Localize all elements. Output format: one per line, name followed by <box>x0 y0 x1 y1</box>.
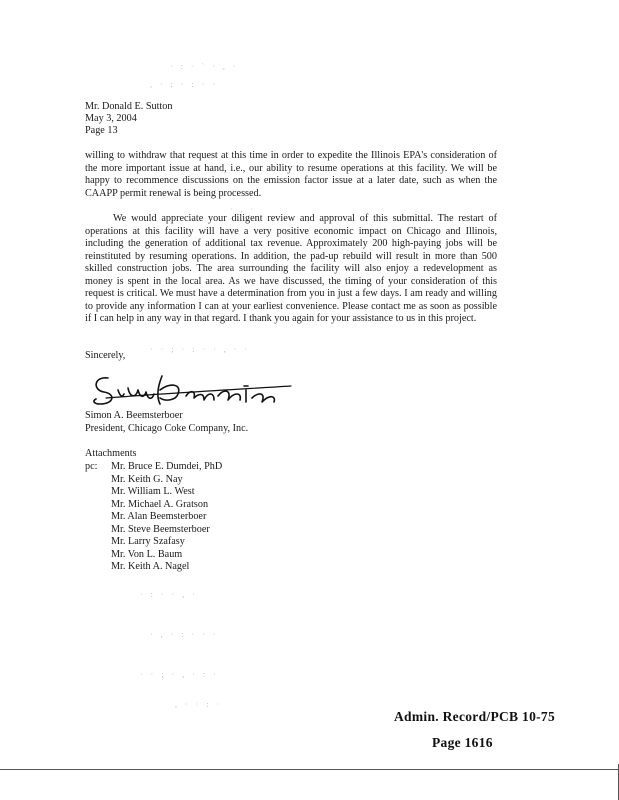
scan-noise: · , · : · · · <box>150 630 219 639</box>
scan-noise: · , · <box>230 205 257 214</box>
recipient-name: Mr. Donald E. Sutton <box>85 101 173 112</box>
signature <box>86 368 296 410</box>
cc-list <box>111 461 222 574</box>
scan-edge-line <box>0 769 619 770</box>
page-number: Page 13 <box>85 125 118 136</box>
scan-noise: · : · ` · , · <box>170 62 239 71</box>
paragraph-1-text: willing to withdraw that request at this time in order to expedite the Illinois EPA's consideration of the more important issue at hand, i.e., our ability to resume operations at this facility. We will be happy to recommence discussions on the emission factor issue at a later date, such as when the CAAPP permit renewal is being processed. <box>85 150 497 199</box>
signer-name: Simon A. Beemsterboer <box>85 410 183 421</box>
cc-list-item: Mr. William L. West <box>111 486 195 497</box>
scan-noise: · · ; · : · · , · · <box>150 345 251 354</box>
letter-date: May 3, 2004 <box>85 113 137 124</box>
admin-record-stamp: Admin. Record/PCB 10-75 <box>394 709 556 724</box>
scan-noise: , · · : · <box>175 700 223 709</box>
scan-noise: , · ; · : · · <box>150 80 219 89</box>
paragraph-2 <box>85 213 497 326</box>
cc-list-item: Mr. Steve Beemsterboer <box>111 523 210 535</box>
cc-list-item: Mr. Larry Szafasy <box>111 536 185 547</box>
cc-label: pc: <box>85 461 98 472</box>
paragraph-2-text: We would appreciate your diligent review and approval of this submittal. The restart of operations at this facility will have a very positive economic impact on Chicago and Illinois, including the generation of additional tax revenue. Approximately 200 high-paying jobs will be reinstituted by resuming operations. In addition, the pad-up rebuild will result in more than 500 skilled construction jobs. The area surrounding the facility will also enjoy a redevelopment as money is spent in the local area. As we have discussed, the timing of your consideration of this request is critical. We must have a determination from you in just a few days. I am ready and willing to provide any information I can at your earliest convenience. Please contact me as soon as possible if I can help in any way in that regard. I thank you again for your assistance to us in this project. <box>85 213 497 324</box>
salutation: Sincerely, <box>85 350 126 361</box>
cc-list-item: Mr. Alan Beemsterboer <box>111 511 207 522</box>
attachments-label: Attachments <box>85 448 137 459</box>
scan-noise: · : · · , · <box>140 590 198 599</box>
paragraph-1 <box>85 150 497 200</box>
cc-list-item: Mr. Bruce E. Dumdei, PhD <box>111 461 223 472</box>
scan-noise: · · ; · , · : · <box>140 670 219 679</box>
cc-list-item: Mr. Von L. Baum <box>111 548 183 560</box>
cc-list-item: Mr. Michael A. Gratson <box>111 498 209 510</box>
cc-list-item: Mr. Keith A. Nagel <box>111 561 190 572</box>
signer-title: President, Chicago Coke Company, Inc. <box>85 423 249 434</box>
cc-list-item: Mr. Keith G. Nay <box>111 473 183 485</box>
stamp-page-number: Page 1616 <box>432 735 493 750</box>
